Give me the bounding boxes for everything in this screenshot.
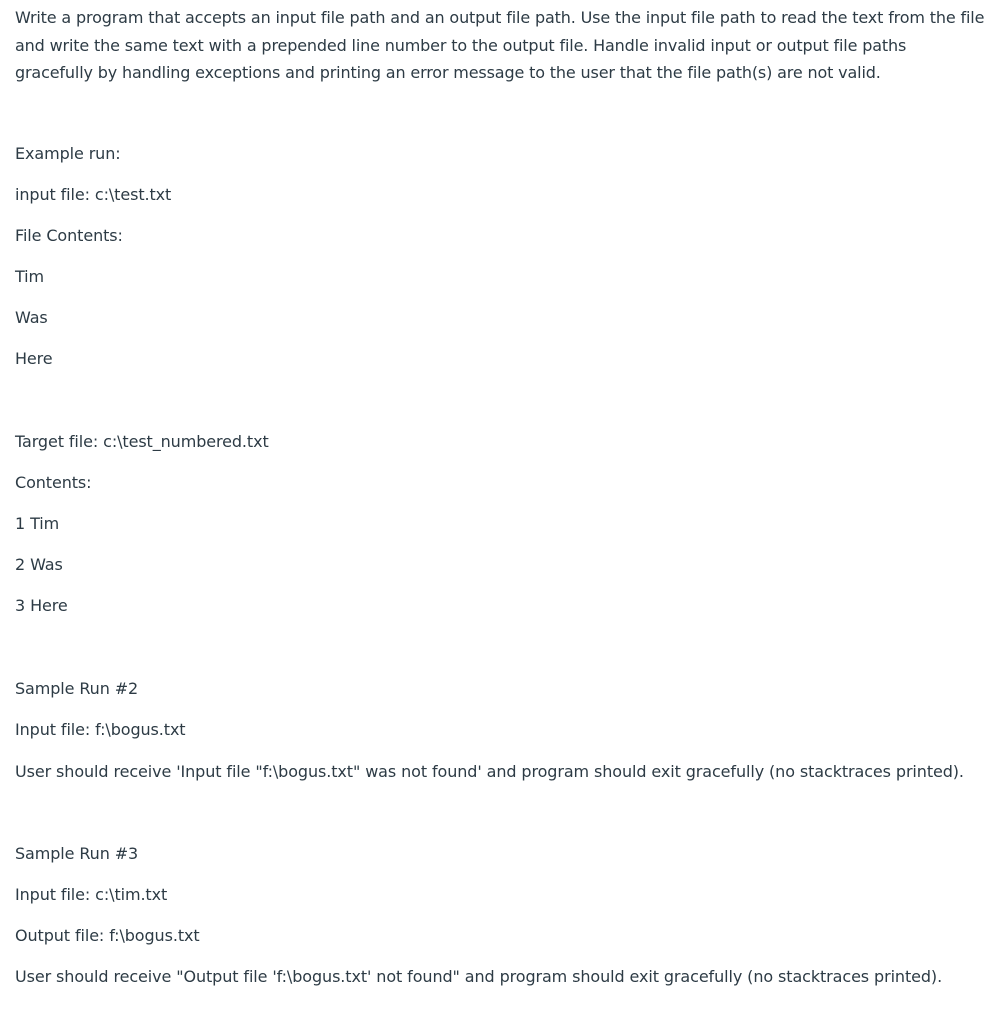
sample-run-2-heading: Sample Run #2 [15,679,139,698]
example-run-heading: Example run: [15,144,121,163]
sample-run-3-message: User should receive "Output file 'f:\bogus.txt' not found" and program should exit gracefully (no stacktraces printed). [15,967,943,986]
file-content-line: Was [15,308,48,327]
sample-run-3-output-file: Output file: f:\bogus.txt [15,926,200,945]
sample-run-3-heading: Sample Run #3 [15,844,139,863]
example-input-file: input file: c:\test.txt [15,185,172,204]
file-content-line: Tim [15,267,45,286]
target-file: Target file: c:\test_numbered.txt [15,432,269,451]
numbered-line: 2 Was [15,555,63,574]
sample-run-3-input-file: Input file: c:\tim.txt [15,885,168,904]
file-contents-label: File Contents: [15,226,123,245]
numbered-line: 3 Here [15,596,68,615]
sample-run-2-input-file: Input file: f:\bogus.txt [15,720,186,739]
assignment-instructions: Write a program that accepts an input file path and an output file path. Use the input file path to read the text from the file and write the same text with a prepended line number to the output file. Handle invalid input or output file paths gracefully by handling exceptions and printing an error message to the user that the file path(s) are not valid. [15,8,985,82]
contents-label: Contents: [15,473,92,492]
numbered-line: 1 Tim [15,514,60,533]
file-content-line: Here [15,349,53,368]
sample-run-2-message: User should receive 'Input file "f:\bogus.txt" was not found' and program should exit gracefully (no stacktraces printed). [15,762,964,781]
